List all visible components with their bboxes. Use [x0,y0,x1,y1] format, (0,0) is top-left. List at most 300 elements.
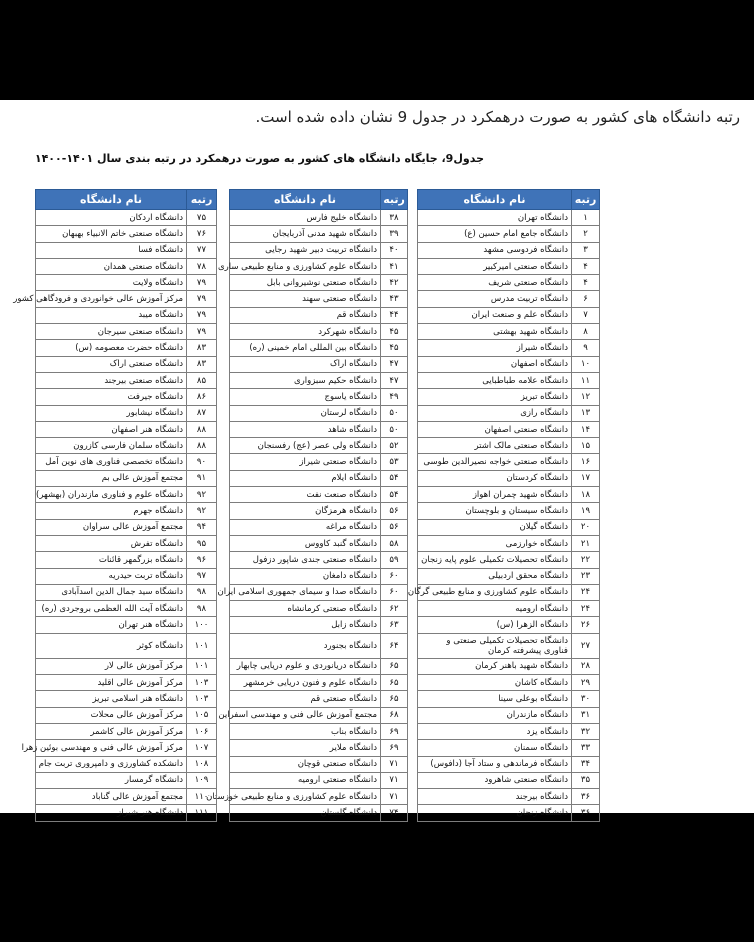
table-row [36,772,217,788]
table-row [36,584,217,600]
university-name-cell: مجتمع آموزش عالی گناباد [36,789,187,805]
ranking-tables [13,189,600,820]
university-name-cell: مجتمع آموزش عالی بم [36,470,187,486]
university-name-cell: دانشگاه صنعتی امیرکبیر [418,258,572,274]
table-caption: جدول9، جایگاه دانشگاه های کشور به صورت درهمکرد در رتبه بندی سال ۱۴۰۱-۱۴۰۰ [34,152,484,165]
rank-cell: ۷۹ [187,291,217,307]
rank-cell: ۳ [572,242,600,258]
rank-cell: ۷ [572,307,600,323]
rank-cell: ۱۴ [572,421,600,437]
rank-cell: ۸۸ [187,438,217,454]
university-name-cell: دانشگاه تحصیلات تکمیلی علوم پایه زنجان [418,552,572,568]
university-name-cell: دانشگاه علوم کشاورزی و منابع طبیعی خوزستان [230,789,381,805]
rank-cell: ۶ [572,291,600,307]
rank-cell: ۱۰۸ [187,756,217,772]
rank-cell: ۱۰۶ [187,723,217,739]
table-row [230,772,408,788]
table-row [418,617,600,633]
university-name-cell: دانشگاه تفرش [36,535,187,551]
table-row [36,740,217,756]
table-row [36,552,217,568]
university-name-cell: دانشکده کشاورزی و دامپروری تربت جام [36,756,187,772]
university-name-cell: دانشگاه صنعتی بیرجند [36,372,187,388]
table-row [36,535,217,551]
university-name-cell: دانشگاه سلمان فارسی کازرون [36,438,187,454]
rank-cell: ۴۵ [381,324,408,340]
university-name-cell: دانشگاه علامه طباطبایی [418,372,572,388]
rank-cell: ۱ [572,210,600,226]
table-row [230,658,408,674]
table-header-row [230,190,408,210]
rank-cell: ۴۵ [381,340,408,356]
table-row [36,568,217,584]
rank-cell: ۵۸ [381,535,408,551]
university-name-cell: دانشگاه علم و صنعت ایران [418,307,572,323]
table-row [36,503,217,519]
university-name-cell: دانشگاه صنعتی سهند [230,291,381,307]
table-row [36,617,217,633]
table-row [418,324,600,340]
ranking-table [407,189,600,822]
university-name-cell: دانشگاه شهید چمران اهواز [418,487,572,503]
table-row [418,772,600,788]
rank-cell: ۱۰۳ [187,675,217,691]
table-row [230,226,408,242]
university-name-cell: دانشگاه گنبد کاووس [230,535,381,551]
table-row [230,405,408,421]
table-row [230,356,408,372]
rank-cell: ۲۶ [572,617,600,633]
rank-cell: ۱۰۱ [187,658,217,674]
university-name-cell: دانشگاه الزهرا (س) [418,617,572,633]
university-name-cell: دانشگاه تخصصی فناوری های نوین آمل [36,454,187,470]
university-name-cell: دانشگاه علوم کشاورزی و منابع طبیعی گرگان [418,584,572,600]
table-row [418,707,600,723]
rank-cell: ۱۲ [572,389,600,405]
rank-cell: ۶۰ [381,568,408,584]
university-name-cell: دانشگاه هنر اسلامی تبریز [36,691,187,707]
university-name-cell: دانشگاه علوم و فناوری مازندران (بهشهر) [36,487,187,503]
rank-cell: ۸۳ [187,340,217,356]
university-name-cell: دانشگاه صنعتی خاتم الانبیاء بهبهان [36,226,187,242]
table-row [418,789,600,805]
table-row [230,340,408,356]
rank-cell: ۲۹ [572,675,600,691]
table-row [418,372,600,388]
rank-cell: ۱۸ [572,487,600,503]
university-name-cell: مرکز آموزش عالی خوانوردی و فرودگاهی کشور [36,291,187,307]
table-row [36,258,217,274]
table-row [230,258,408,274]
university-name-cell: دانشگاه ارومیه [418,601,572,617]
table-row [36,242,217,258]
university-name-cell: دانشگاه دریانوردی و علوم دریایی چابهار [230,658,381,674]
university-name-cell: دانشگاه هرمزگان [230,503,381,519]
rank-cell: ۱۵ [572,438,600,454]
university-name-cell: دانشگاه بزرگمهر قائنات [36,552,187,568]
rank-cell: ۶۵ [381,658,408,674]
rank-cell: ۵۰ [381,405,408,421]
rank-cell: ۵۴ [381,487,408,503]
university-name-cell: دانشگاه هنر شیراز [36,805,187,821]
university-name-cell: دانشگاه ایلام [230,470,381,486]
rank-cell: ۵۳ [381,454,408,470]
rank-cell: ۵۹ [381,552,408,568]
university-name-cell: دانشگاه شیراز [418,340,572,356]
rank-cell: ۴۹ [381,389,408,405]
ranking-table [206,189,408,822]
university-name-cell: دانشگاه دامغان [230,568,381,584]
table-row [36,789,217,805]
university-name-cell: دانشگاه رازی [418,405,572,421]
rank-cell: ۲۳ [572,568,600,584]
rank-cell: ۵۴ [381,470,408,486]
university-name-cell: دانشگاه علوم کشاورزی و منابع طبیعی ساری [230,258,381,274]
table-row [36,389,217,405]
university-name-cell: دانشگاه بجنورد [230,633,381,658]
table-header-row [36,190,217,210]
ranking-table [13,189,217,822]
university-name-cell: دانشگاه گرمسار [36,772,187,788]
university-name-cell: مرکز آموزش عالی محلات [36,707,187,723]
table-row [36,356,217,372]
university-name-cell: دانشگاه ولایت [36,275,187,291]
university-name-cell: دانشگاه زنجان [418,805,572,821]
rank-cell: ۴۰ [381,242,408,258]
table-row [36,438,217,454]
university-name-cell: دانشگاه فرماندهی و ستاد آجا (دافوس) [418,756,572,772]
table-row [418,389,600,405]
rank-cell: ۱۰۵ [187,707,217,723]
table-row [418,421,600,437]
university-name-cell: دانشگاه صنعتی خواجه نصیرالدین طوسی [418,454,572,470]
table-row [418,805,600,821]
rank-cell: ۴۱ [381,258,408,274]
rank-cell: ۲۰ [572,519,600,535]
university-name-cell: مرکز آموزش عالی اقلید [36,675,187,691]
rank-cell: ۳۶ [572,805,600,821]
university-name-cell: دانشگاه بناب [230,723,381,739]
table-row [418,740,600,756]
university-name-cell: دانشگاه شهید باهنر کرمان [418,658,572,674]
rank-cell: ۱۰۰ [187,617,217,633]
rank-cell: ۱۹ [572,503,600,519]
table-row [36,454,217,470]
table-row [418,487,600,503]
rank-cell: ۶۸ [381,707,408,723]
table-row [418,226,600,242]
rank-cell: ۹۲ [187,503,217,519]
rank-cell: ۱۷ [572,470,600,486]
university-name-cell: دانشگاه صنعتی قوچان [230,756,381,772]
rank-cell: ۳۲ [572,723,600,739]
rank-cell: ۱۰۹ [187,772,217,788]
rank-cell: ۳۱ [572,707,600,723]
university-name-cell: دانشگاه آیت الله العظمی بروجردی (ره) [36,601,187,617]
table-row [230,723,408,739]
rank-cell: ۷۹ [187,307,217,323]
table-row [36,421,217,437]
university-name-cell: دانشگاه صنعتی شیراز [230,454,381,470]
table-row [418,584,600,600]
rank-cell: ۴۲ [381,275,408,291]
university-name-cell: دانشگاه صنعتی کرمانشاه [230,601,381,617]
rank-cell: ۶۹ [381,740,408,756]
rank-cell: ۶۳ [381,617,408,633]
table-row [36,691,217,707]
rank-cell: ۳۸ [381,210,408,226]
rank-cell: ۹۷ [187,568,217,584]
table-row [418,723,600,739]
document-page [0,100,754,819]
rank-cell: ۳۳ [572,740,600,756]
table-row [230,675,408,691]
rank-cell: ۴۷ [381,356,408,372]
table-row [36,707,217,723]
university-name-cell: دانشگاه جیرفت [36,389,187,405]
university-name-cell: دانشگاه صنعتی شاهرود [418,772,572,788]
table-row [230,242,408,258]
rank-cell: ۷۵ [187,210,217,226]
table-row [230,740,408,756]
university-name-cell: دانشگاه محقق اردبیلی [418,568,572,584]
university-name-cell: مجتمع آموزش عالی سراوان [36,519,187,535]
university-name-cell: دانشگاه صنعتی مالک اشتر [418,438,572,454]
rank-cell: ۴۴ [381,307,408,323]
rank-cell: ۳۹ [381,226,408,242]
university-name-cell: مرکز آموزش عالی کاشمر [36,723,187,739]
university-name-cell: دانشگاه تربت حیدریه [36,568,187,584]
table-row [36,291,217,307]
university-name-cell: دانشگاه میبد [36,307,187,323]
rank-cell: ۹۴ [187,519,217,535]
university-name-cell: دانشگاه شهید مدنی آذربایجان [230,226,381,242]
university-name-cell: دانشگاه تحصیلات تکمیلی صنعتی و فناوری پیشرفته کرمان [418,633,572,658]
table-row [36,307,217,323]
university-name-cell: دانشگاه شهرکرد [230,324,381,340]
university-name-cell: دانشگاه بوعلی سینا [418,691,572,707]
rank-cell: ۹۸ [187,584,217,600]
rank-cell: ۶۵ [381,691,408,707]
university-name-cell: دانشگاه سید جمال الدین اسدآبادی [36,584,187,600]
table-row [418,633,600,658]
table-row [418,601,600,617]
rank-cell: ۲۴ [572,601,600,617]
rank-cell: ۱۱ [572,372,600,388]
university-name-cell: دانشگاه گلستان [230,805,381,821]
rank-cell: ۸۸ [187,421,217,437]
table-row [36,324,217,340]
rank-cell: ۹۰ [187,454,217,470]
table-row [36,756,217,772]
table-row [418,503,600,519]
table-row [418,340,600,356]
rank-cell: ۱۰ [572,356,600,372]
university-name-cell: دانشگاه صنعتی قم [230,691,381,707]
table-row [36,805,217,821]
rank-cell: ۶۴ [381,633,408,658]
table-row [418,658,600,674]
table-row [418,470,600,486]
rank-cell: ۲۴ [572,584,600,600]
table-row [230,519,408,535]
university-name-cell: دانشگاه مازندران [418,707,572,723]
university-name-cell: دانشگاه اردکان [36,210,187,226]
rank-cell: ۲ [572,226,600,242]
university-name-cell: دانشگاه شاهد [230,421,381,437]
university-name-cell: دانشگاه ملایر [230,740,381,756]
rank-header: رتبه [572,190,600,210]
table-row [36,275,217,291]
university-name-cell: دانشگاه لرستان [230,405,381,421]
table-row [230,372,408,388]
table-row [230,633,408,658]
university-name-cell: دانشگاه تربیت دبیر شهید رجایی [230,242,381,258]
rank-cell: ۷۹ [187,324,217,340]
rank-cell: ۸۵ [187,372,217,388]
table-row [36,658,217,674]
rank-cell: ۱۱۰ [187,789,217,805]
rank-cell: ۵۶ [381,503,408,519]
table-row [418,356,600,372]
table-row [230,487,408,503]
rank-cell: ۶۲ [381,601,408,617]
rank-cell: ۷۱ [381,772,408,788]
university-name-cell: دانشگاه جهرم [36,503,187,519]
rank-cell: ۶۰ [381,584,408,600]
rank-cell: ۹۸ [187,601,217,617]
table-row [230,568,408,584]
university-name-cell: دانشگاه شهید بهشتی [418,324,572,340]
rank-cell: ۷۷ [187,242,217,258]
university-name-cell: دانشگاه جامع امام حسین (ع) [418,226,572,242]
table-row [36,405,217,421]
table-row [230,324,408,340]
table-row [230,210,408,226]
table-row [230,438,408,454]
university-name-cell: دانشگاه صدا و سیمای جمهوری اسلامی ایران [230,584,381,600]
table-row [230,535,408,551]
table-row [418,210,600,226]
rank-header: رتبه [187,190,217,210]
table-row [230,756,408,772]
table-row [36,470,217,486]
rank-cell: ۹ [572,340,600,356]
university-name-cell: دانشگاه زابل [230,617,381,633]
table-row [418,291,600,307]
table-row [418,675,600,691]
table-row [230,707,408,723]
university-name-cell: دانشگاه فردوسی مشهد [418,242,572,258]
university-name-cell: دانشگاه حضرت معصومه (س) [36,340,187,356]
university-name-cell: دانشگاه بین المللی امام خمینی (ره) [230,340,381,356]
table-row [418,756,600,772]
table-row [418,438,600,454]
university-name-cell: دانشگاه صنعتی جندی شاپور دزفول [230,552,381,568]
table-row [230,584,408,600]
university-name-cell: دانشگاه صنعتی اراک [36,356,187,372]
rank-cell: ۸۶ [187,389,217,405]
university-name-cell: دانشگاه یزد [418,723,572,739]
table-row [230,421,408,437]
rank-cell: ۴۳ [381,291,408,307]
university-name-cell: دانشگاه مراغه [230,519,381,535]
table-row [230,789,408,805]
rank-cell: ۲۱ [572,535,600,551]
rank-cell: ۱۳ [572,405,600,421]
rank-cell: ۷۴ [381,805,408,821]
table-row [230,805,408,821]
table-row [418,242,600,258]
table-row [230,307,408,323]
university-name-cell: دانشگاه صنعتی سیرجان [36,324,187,340]
name-header: نام دانشگاه [36,190,187,210]
table-row [418,307,600,323]
university-name-cell: دانشگاه تربیت مدرس [418,291,572,307]
rank-cell: ۲۷ [572,633,600,658]
rank-cell: ۶۹ [381,723,408,739]
table-row [230,617,408,633]
table-row [230,503,408,519]
university-name-cell: دانشگاه یاسوج [230,389,381,405]
table-row [418,535,600,551]
university-name-cell: دانشگاه تبریز [418,389,572,405]
rank-cell: ۷۱ [381,789,408,805]
university-name-cell: دانشگاه سمنان [418,740,572,756]
table-row [418,275,600,291]
table-row [36,633,217,658]
rank-cell: ۹۲ [187,487,217,503]
rank-cell: ۵۶ [381,519,408,535]
university-name-cell: مرکز آموزش عالی فنی و مهندسی بوئین زهرا [36,740,187,756]
table-row [230,291,408,307]
table-row [36,675,217,691]
rank-cell: ۲۲ [572,552,600,568]
university-name-cell: دانشگاه سیستان و بلوچستان [418,503,572,519]
university-name-cell: دانشگاه علوم و فنون دریایی خرمشهر [230,675,381,691]
table-row [418,552,600,568]
name-header: نام دانشگاه [418,190,572,210]
rank-cell: ۴۷ [381,372,408,388]
rank-cell: ۹۵ [187,535,217,551]
university-name-cell: دانشگاه هنر تهران [36,617,187,633]
rank-cell: ۷۱ [381,756,408,772]
table-row [230,454,408,470]
rank-cell: ۳۴ [572,756,600,772]
university-name-cell: دانشگاه فسا [36,242,187,258]
university-name-cell: دانشگاه حکیم سبزواری [230,372,381,388]
rank-cell: ۳۶ [572,789,600,805]
university-name-cell: دانشگاه گیلان [418,519,572,535]
table-row [36,723,217,739]
university-name-cell: دانشگاه صنعتی نوشیروانی بابل [230,275,381,291]
university-name-cell: دانشگاه کردستان [418,470,572,486]
university-name-cell: دانشگاه کوثر [36,633,187,658]
rank-cell: ۱۰۱ [187,633,217,658]
university-name-cell: دانشگاه هنر اصفهان [36,421,187,437]
ranking-table-block-1 [407,189,600,822]
university-name-cell: دانشگاه کاشان [418,675,572,691]
intro-text: رتبه دانشگاه های کشور به صورت درهمکرد در جدول 9 نشان داده شده است. [255,108,740,126]
rank-cell: ۸۳ [187,356,217,372]
table-row [230,275,408,291]
rank-cell: ۴ [572,275,600,291]
rank-cell: ۲۸ [572,658,600,674]
table-row [418,568,600,584]
university-name-cell: مرکز آموزش عالی لار [36,658,187,674]
rank-cell: ۶۵ [381,675,408,691]
table-row [418,454,600,470]
